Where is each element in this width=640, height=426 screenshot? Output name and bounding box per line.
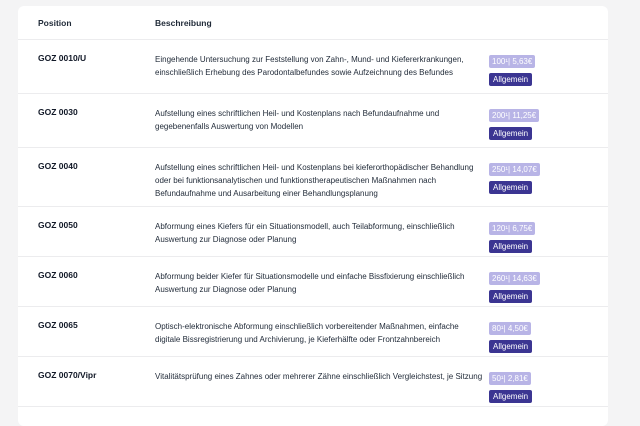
goz-table	[18, 6, 608, 426]
table-row[interactable]	[18, 257, 608, 307]
header-description: Beschreibung	[155, 18, 212, 28]
row-position: GOZ 0065	[38, 320, 78, 330]
row-position: GOZ 0050	[38, 220, 78, 230]
table-header	[18, 6, 608, 40]
category-badge: Allgemein	[489, 290, 532, 303]
row-tags	[489, 159, 569, 195]
price-badge: 80¹| 4,50€	[489, 322, 531, 335]
table-row[interactable]	[18, 94, 608, 148]
row-position: GOZ 0030	[38, 107, 78, 117]
row-position: GOZ 0040	[38, 161, 78, 171]
row-tags	[489, 105, 569, 141]
table-row[interactable]	[18, 357, 608, 407]
row-tags	[489, 51, 569, 87]
header-position: Position	[38, 18, 72, 28]
category-badge: Allgemein	[489, 73, 532, 86]
row-description: Optisch-elektronische Abformung einschließlich vorbereitender Maßnahmen, einfache digitale Bissregistrierung und Archivierung, je Kieferhälfte oder Frontzahnbereich	[155, 322, 459, 344]
table-row[interactable]	[18, 307, 608, 357]
row-tags	[489, 368, 569, 404]
row-position: GOZ 0010/U	[38, 53, 87, 63]
price-badge: 100¹| 5,63€	[489, 55, 535, 68]
row-description: Eingehende Untersuchung zur Feststellung von Zahn-, Mund- und Kiefererkrankungen, einschließlich Erhebung des Parodontalbefundes sowie Aufzeichnung des Befundes	[155, 55, 464, 77]
price-badge: 260¹| 14,63€	[489, 272, 540, 285]
row-tags	[489, 318, 569, 354]
price-badge: 50¹| 2,81€	[489, 372, 531, 385]
category-badge: Allgemein	[489, 240, 532, 253]
row-description: Aufstellung eines schriftlichen Heil- und Kostenplans bei kieferorthopädischer Behandlung oder bei funktionsanalytischen und funktionstherapeutischen Maßnahmen nach Befundaufnahme und Ausarbeitung einer Behandlungsplanung	[155, 163, 474, 198]
price-badge: 120¹| 6,75€	[489, 222, 535, 235]
row-description: Abformung eines Kiefers für ein Situationsmodell, auch Teilabformung, einschließlich Auswertung zur Diagnose oder Planung	[155, 222, 455, 244]
price-badge: 200¹| 11,25€	[489, 109, 539, 122]
row-tags	[489, 218, 569, 254]
category-badge: Allgemein	[489, 340, 532, 353]
table-row[interactable]	[18, 207, 608, 257]
table-row[interactable]	[18, 40, 608, 94]
price-badge: 250¹| 14,07€	[489, 163, 540, 176]
table-row[interactable]	[18, 148, 608, 207]
row-description: Vitalitätsprüfung eines Zahnes oder mehrerer Zähne einschließlich Vergleichstest, je Sitzung	[155, 372, 483, 381]
category-badge: Allgemein	[489, 390, 532, 403]
row-description: Aufstellung eines schriftlichen Heil- und Kostenplans nach Befundaufnahme und gegebenenfalls Auswertung von Modellen	[155, 109, 440, 131]
row-description: Abformung beider Kiefer für Situationsmodelle und einfache Bissfixierung einschließlich Auswertung zur Diagnose oder Planung	[155, 272, 465, 294]
category-badge: Allgemein	[489, 127, 532, 140]
category-badge: Allgemein	[489, 181, 532, 194]
row-position: GOZ 0060	[38, 270, 78, 280]
row-position: GOZ 0070/Vipr	[38, 370, 97, 380]
row-tags	[489, 268, 569, 304]
